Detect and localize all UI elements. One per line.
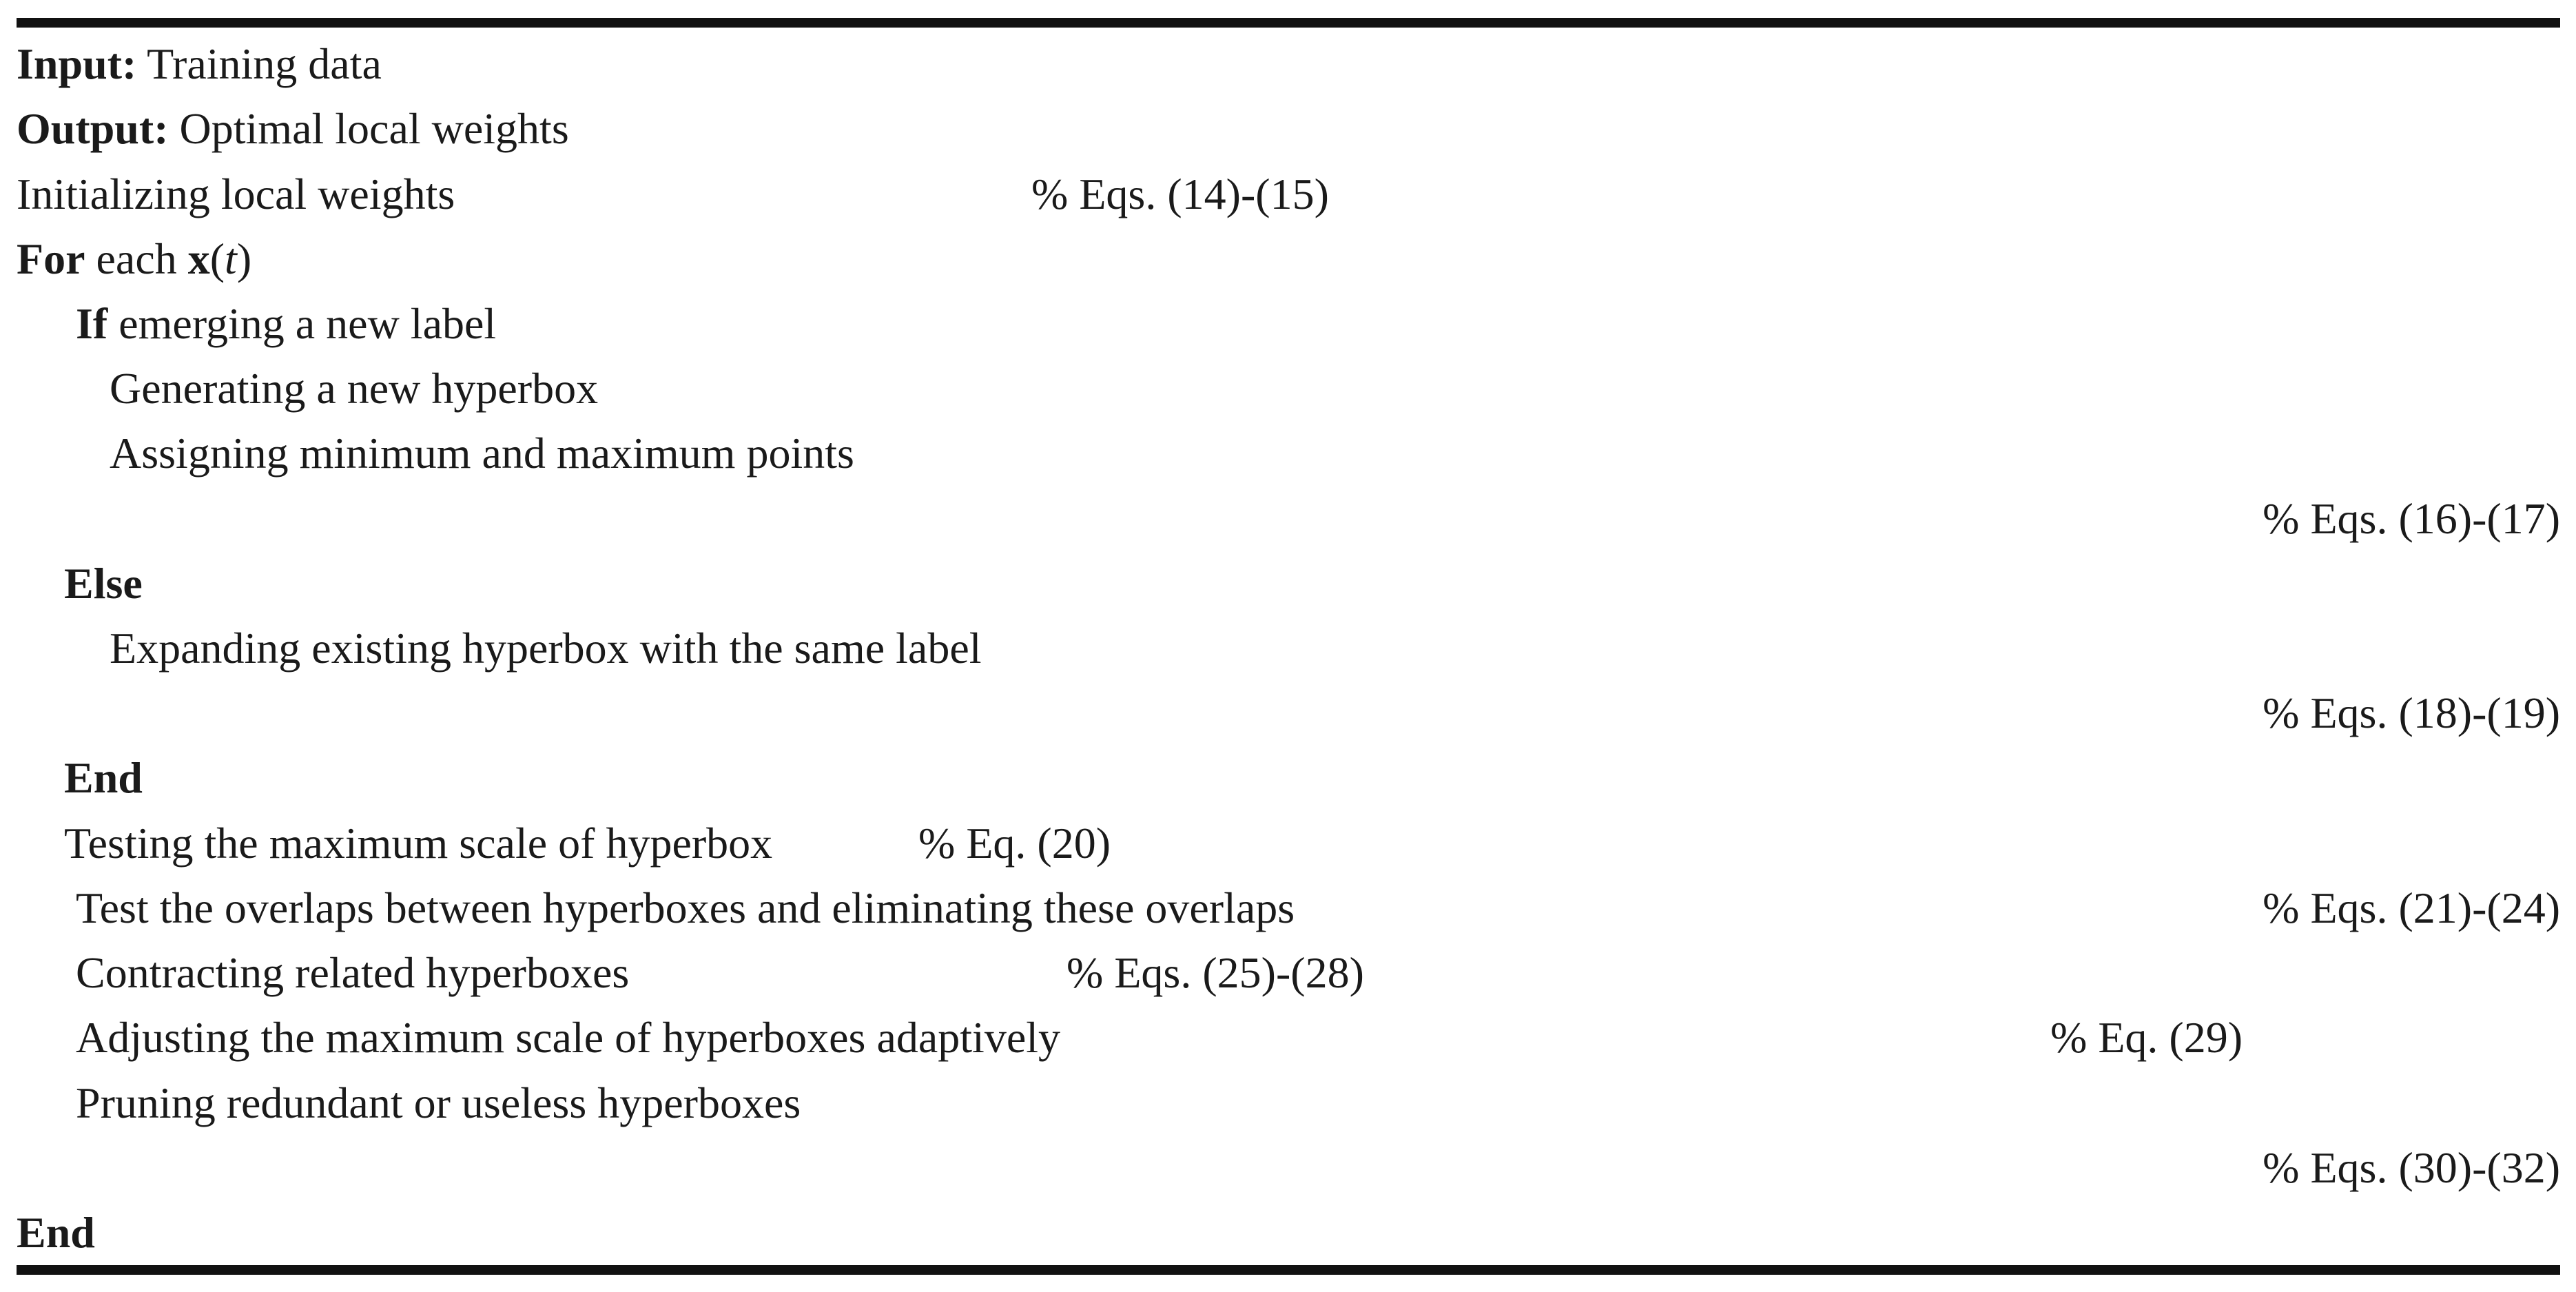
output-line <box>0 96 2576 161</box>
input-text: Training data <box>136 39 382 88</box>
overlap-text: Test the overlaps between hyperboxes and eliminating these overlaps <box>76 883 1295 932</box>
assign-line <box>0 421 2576 486</box>
for-paren-open: ( <box>209 234 225 283</box>
end-inner-line <box>0 746 2576 810</box>
top-rule <box>17 18 2560 28</box>
input-keyword: Input: <box>17 39 137 88</box>
test-scale-text: Testing the maximum scale of hyperbox <box>64 819 773 868</box>
test-scale-eq: % Eq. (20) <box>918 819 1111 868</box>
for-t-symbol: t <box>225 234 237 283</box>
output-keyword: Output: <box>17 104 169 153</box>
end-outer-keyword: End <box>17 1208 95 1257</box>
bottom-rule <box>17 1265 2560 1275</box>
contract-text: Contracting related hyperboxes <box>76 948 630 997</box>
init-text: Initializing local weights <box>17 170 455 218</box>
adjust-eq: % Eq. (29) <box>2050 1013 2243 1062</box>
prune-line <box>0 1071 2576 1136</box>
init-eq: % Eqs. (14)-(15) <box>1031 170 1329 218</box>
end-inner-keyword: End <box>64 753 143 802</box>
contract-eq: % Eqs. (25)-(28) <box>1067 948 1364 997</box>
end-outer-line <box>0 1200 2576 1265</box>
else-line <box>0 551 2576 616</box>
for-line <box>0 227 2576 291</box>
expand-text: Expanding existing hyperbox with the same label <box>110 624 982 673</box>
expand-line <box>0 616 2576 681</box>
if-text: emerging a new label <box>107 299 497 348</box>
if-line <box>0 291 2576 356</box>
prune-text: Pruning redundant or useless hyperboxes <box>76 1078 801 1127</box>
init-line <box>0 162 2576 227</box>
expand-eq: % Eqs. (18)-(19) <box>2263 688 2560 737</box>
for-each-text: each <box>85 234 188 283</box>
for-keyword: For <box>17 234 85 283</box>
contract-line <box>0 941 2576 1005</box>
assign-text: Assigning minimum and maximum points <box>110 429 854 478</box>
for-x-symbol: x <box>187 234 210 283</box>
if-keyword: If <box>76 299 108 348</box>
for-paren-close: ) <box>236 234 252 283</box>
test-scale-line <box>0 811 2576 876</box>
assign-eq-line <box>0 486 2576 551</box>
overlap-eq: % Eqs. (21)-(24) <box>2263 883 2560 932</box>
expand-eq-line <box>0 681 2576 746</box>
else-keyword: Else <box>64 559 143 608</box>
input-line <box>0 32 2576 96</box>
adjust-line <box>0 1005 2576 1070</box>
generate-line <box>0 356 2576 421</box>
adjust-text: Adjusting the maximum scale of hyperboxes adaptively <box>76 1013 1060 1062</box>
prune-eq-line <box>0 1136 2576 1200</box>
prune-eq: % Eqs. (30)-(32) <box>2263 1143 2560 1192</box>
output-text: Optimal local weights <box>168 104 569 153</box>
generate-text: Generating a new hyperbox <box>110 364 599 413</box>
assign-eq: % Eqs. (16)-(17) <box>2263 494 2560 543</box>
overlap-line <box>0 876 2576 941</box>
